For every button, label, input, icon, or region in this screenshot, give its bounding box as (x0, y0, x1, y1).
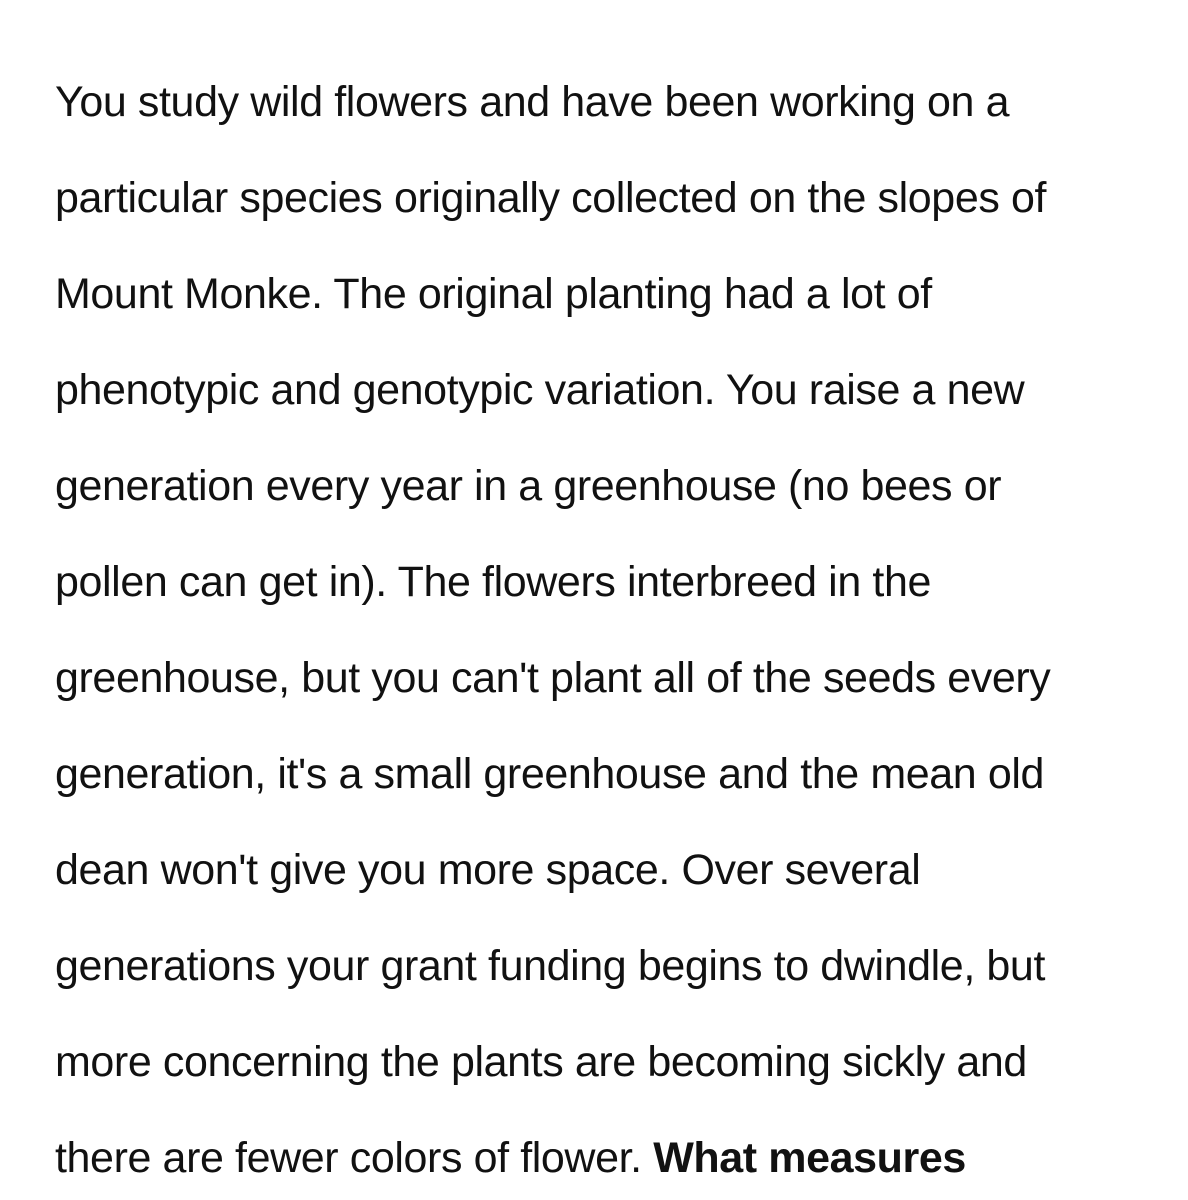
passage-line-4: phenotypic and genotypic variation. You raise a new (55, 366, 1025, 414)
passage-line-5: generation every year in a greenhouse (no bees or (55, 462, 1002, 510)
passage-line-11: more concerning the plants are becoming sickly and (55, 1038, 1027, 1086)
passage-line-8: generation, it's a small greenhouse and the mean old (55, 750, 1045, 798)
passage-line-6: pollen can get in). The flowers interbreed in the (55, 558, 931, 606)
passage-line-1: You study wild flowers and have been working on a (55, 78, 1010, 126)
passage-line-12-text: there are fewer colors of flower. (55, 1134, 654, 1182)
passage-line-7: greenhouse, but you can't plant all of the seeds every (55, 654, 1051, 702)
passage-line-2: particular species originally collected on the slopes of (55, 174, 1047, 222)
passage-line-3: Mount Monke. The original planting had a lot of (55, 270, 932, 318)
passage-line-10: generations your grant funding begins to dwindle, but (55, 942, 1045, 990)
passage-line-9: dean won't give you more space. Over several (55, 846, 921, 894)
bold-question-start: What measures (653, 1134, 966, 1182)
passage-line-12 (55, 1128, 966, 1188)
